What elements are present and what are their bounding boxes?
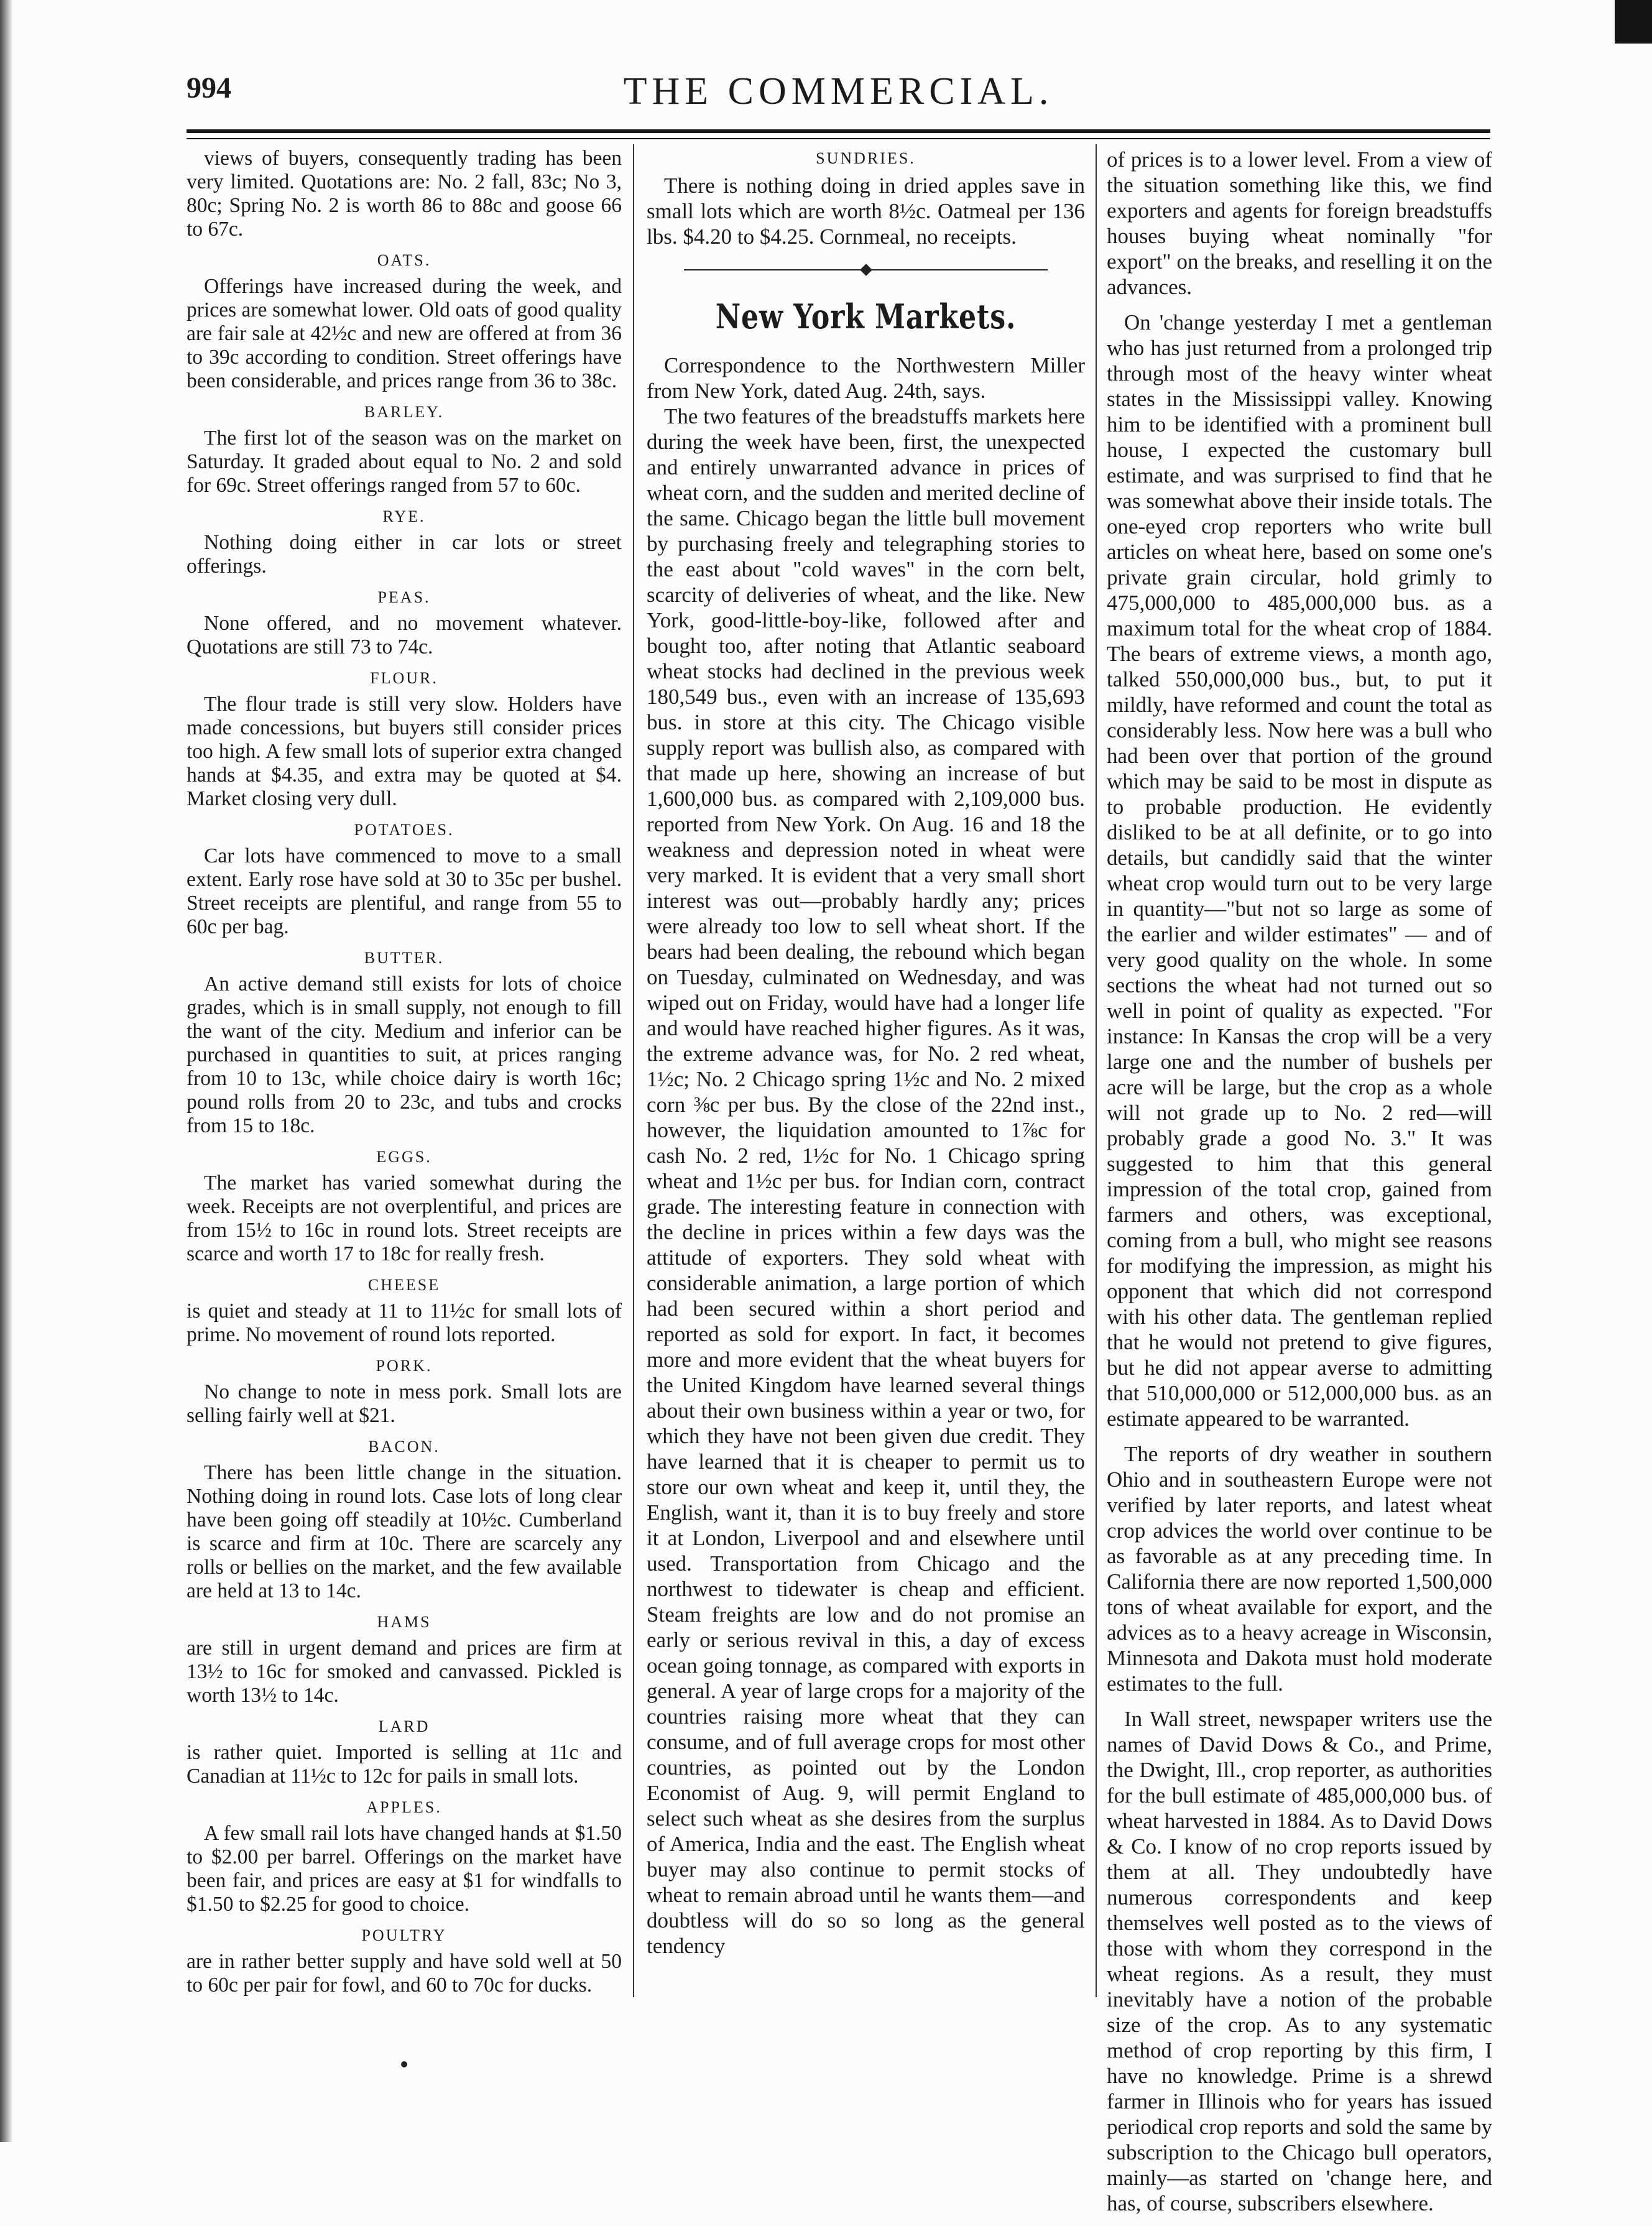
corner-tab-mark [1615, 0, 1652, 44]
section-text: is quiet and steady at 11 to 11½c for small lots of prime. No movement of round lots reported. [187, 1300, 622, 1346]
section-text: There has been little change in the situation. Nothing doing in round lots. Case lots of long clear have been going off steadily at 10½c. Cumberland is scarce and firm at 10c. There are scarcely any rolls or bellies on the market, and the few available are held at 13 to 14c. [187, 1461, 622, 1602]
masthead-title: THE COMMERCIAL. [623, 70, 1054, 113]
section-text: The flour trade is still very slow. Holders have made concessions, but buyers still consider prices too high. A few small lots of superior extra changed hands at $4.35, and extra may be quoted at $4. Market closing very dull. [187, 693, 622, 810]
article-section [187, 1438, 622, 1603]
section-text: A few small rail lots have changed hands at $1.50 to $2.00 per barrel. Offerings on the market have been fair, and prices are easy at $1 for windfalls to $1.50 to $2.25 for good to choice. [187, 1822, 622, 1916]
section-heading: RYE. [382, 507, 426, 525]
header-rule-thick [187, 129, 1490, 133]
section-heading: EGGS. [376, 1148, 432, 1166]
section-text: No change to note in mess pork. Small lots are selling fairly well at $21. [187, 1380, 622, 1427]
section-text: The first lot of the season was on the market on Saturday. It graded about equal to No. 2 and sold for 69c. Street offerings ranged from 57 to 60c. [187, 427, 622, 497]
section-text: Nothing doing either in car lots or street offerings. [187, 531, 622, 578]
section-heading: PORK. [376, 1357, 433, 1375]
section-heading: CHEESE [367, 1276, 441, 1294]
article-section [1107, 1441, 1492, 1696]
article-section [187, 669, 622, 811]
article-section [187, 1613, 622, 1707]
section-heading: POTATOES. [354, 821, 455, 839]
article-section [187, 251, 622, 393]
article-section [187, 821, 622, 939]
column-new-york-markets [647, 147, 1085, 1959]
section-text: are still in urgent demand and prices are firm at 13½ to 16c for smoked and canvassed. Pickled is worth 13½ to 14c. [187, 1637, 622, 1707]
article-section [187, 1276, 622, 1347]
article-section [187, 1926, 622, 1997]
section-text: There is nothing doing in dried apples save in small lots which are worth 8½c. Oatmeal per 136 lbs. $4.20 to $4.25. Cornmeal, no receipts. [647, 173, 1085, 249]
article-intro: Correspondence to the Northwestern Miller from New York, dated Aug. 24th, says. [647, 353, 1085, 403]
article-paragraph: The two features of the breadstuffs markets here during the week have been, first, the unexpected and entirely unwarranted advance in prices of wheat corn, and the sudden and merited decline of the same. Chicago began the little bull movement by purchasing freely and telegraphing stories to the east about "cold waves" in the corn belt, scarcity of deliveries of wheat, and the like. New York, good-little-boy-like, followed after and bought too, after noting that Atlantic seaboard wheat stocks had declined in the previous week 180,549 bus., even with an increase of 135,693 bus. in store at this city. The Chicago visible supply report was bullish also, as compared with that made up here, showing an increase of but 1,600,000 bus. as compared with 2,109,000 bus. reported from New York. On Aug. 16 and 18 the weakness and depression noted in wheat were very marked. It is evident that a very small short interest was out—probably hardly any; prices were already too low to sell wheat short. If the bears had been dealing, the rebound which began on Tuesday, culminated on Wednesday, and was wiped out on Friday, would have had a longer life and would have reached higher figures. As it was, the extreme advance was, for No. 2 red wheat, 1½c; No. 2 Chicago spring 1½c and No. 2 mixed corn ⅜c per bus. By the close of the 22nd inst., however, the liquidation amounted to 1⅞c for cash No. 2 red, 1½c for No. 1 Chicago spring wheat and 1½c per bus. for Indian corn, contract grade. The interesting feature in connection with the decline in prices within a few days was the attitude of exporters. They sold wheat with considerable animation, a large portion of which had been secured within a short period and reported as sold for export. In fact, it becomes more and more evident that the wheat buyers for the United Kingdom have learned several things about their own business within a year or two, for which they have not been given due credit. They have learned that it is cheaper to permit us to store our own wheat and keep it, until they, the English, want it, than it is to buy freely and store it at London, Liverpool and and elsewhere until used. Transportation from Chicago and the northwest to tidewater is cheap and efficient. Steam freights are low and do not promise an early or serious revival in this, a day of excess ocean going tonnage, as compared with exports in general. A year of large crops for a majority of the countries raising more wheat that they can consume, and of full average crops for most other countries, as pointed out by the London Economist of Aug. 9, will permit England to select such wheat as she desires from the surplus of America, India and the east. The English wheat buyer may also continue to permit stocks of wheat to remain abroad until he wants them—and doubtless will do so so long as the general tendency [647, 404, 1085, 1958]
section-text: are in rather better supply and have sold well at 50 to 60c per pair for fowl, and 60 to 70c for ducks. [187, 1950, 622, 1997]
article-title: New York Markets. [715, 297, 1017, 336]
header-rule-thin [187, 138, 1490, 139]
section-text: of prices is to a lower level. From a view of the situation something like this, we find exporters and agents for foreign breadstuffs houses buying wheat nominally "for export" on the breaks, and reselling it on the advances. [1107, 147, 1492, 299]
section-heading: PEAS. [377, 588, 431, 606]
section-heading: SUNDRIES. [816, 149, 916, 167]
section-text: Offerings have increased during the week, and prices are somewhat lower. Old oats of good quality are fair sale at 42½c and new are offered at from 36 to 39c according to condition. Street offerings have been considerable, and prices range from 36 to 38c. [187, 275, 622, 392]
column-divider-2 [1096, 144, 1097, 1997]
article-section [187, 1798, 622, 1916]
section-text: The market has varied somewhat during the week. Receipts are not overplentiful, and prices are from 15½ to 16c in round lots. Street receipts are scarce and worth 17 to 18c for really fresh. [187, 1171, 622, 1265]
page-header [187, 70, 1490, 119]
article-section [187, 1717, 622, 1788]
article-section [187, 147, 622, 241]
article-section [187, 588, 622, 659]
column-market-reports [187, 147, 622, 2007]
section-text: The reports of dry weather in southern Ohio and in southeastern Europe were not verified by later reports, and latest wheat crop advices the world over continue to be as favorable as at any preceding time. In California there are now reported 1,500,000 tons of wheat available for export, and the advices as to a heavy acreage in Wisconsin, Minnesota and Dakota must hold moderate estimates to the full. [1107, 1442, 1492, 1696]
section-text: An active demand still exists for lots of choice grades, which is in small supply, not enough to fill the want of the city. Medium and inferior can be purchased in quantities to suit, at prices ranging from 10 to 13c, while choice dairy is worth 16c; pound rolls from 20 to 23c, and tubs and crocks from 15 to 18c. [187, 972, 622, 1137]
diamond-ornament-icon [860, 264, 872, 276]
section-text: Car lots have commenced to move to a small extent. Early rose have sold at 30 to 35c per bushel. Street receipts are plentiful, and range from 55 to 60c per bag. [187, 844, 622, 938]
section-heading: POULTRY [361, 1926, 447, 1944]
article-section [187, 949, 622, 1138]
section-heading: FLOUR. [370, 669, 438, 687]
section-text: In Wall street, newspaper writers use the names of David Dows & Co., and Prime, the Dwight, Ill., crop reporter, as authorities for the bull estimate of 485,000,000 bus. of wheat harvested in 1884. As to David Dows & Co. I know of no crop reports issued by them at all. They undoubtedly have numerous correspondents and keep themselves well posted as to the views of those with whom they correspond in the wheat regions. As a result, they must inevitably have a notion of the probable size of the crop. As to any systematic method of crop reporting by this firm, I have no knowledge. Prime is a shrewd farmer in Illinois who for years has issued periodical crop reports and sold the same by subscription to the Chicago bull operators, mainly—as started on 'change here, and has, of course, subscribers elsewhere. [1107, 1707, 1492, 2215]
article-section [187, 403, 622, 497]
section-heading: OATS. [377, 251, 431, 269]
scan-edge-shadow [0, 0, 12, 2142]
section-heading: BUTTER. [364, 949, 445, 967]
article-section [1107, 147, 1492, 300]
section-heading: HAMS [377, 1613, 431, 1631]
column-divider-1 [633, 144, 634, 1997]
article-section [1107, 1706, 1492, 2216]
article-section [187, 1148, 622, 1266]
article-section [187, 507, 622, 578]
stray-dot [401, 2061, 407, 2067]
section-heading: BARLEY. [364, 403, 445, 421]
article-section [1107, 310, 1492, 1431]
section-text: is rather quiet. Imported is selling at 11c and Canadian at 11½c to 12c for pails in small lots. [187, 1741, 622, 1788]
article-section [187, 1357, 622, 1428]
page-number: 994 [187, 72, 231, 104]
section-heading: APPLES. [366, 1798, 442, 1816]
sundries-section [647, 149, 1085, 249]
section-heading: LARD [378, 1717, 430, 1735]
column-continued-article [1107, 147, 1492, 2226]
ornament-divider [684, 264, 1048, 275]
section-text: On 'change yesterday I met a gentleman who has just returned from a prolonged trip through most of the heavy winter wheat states in the Mississippi valley. Knowing him to be identified with a prominent bull house, I expected the customary bull estimate, and was surprised to find that he was somewhat above their inside totals. The one-eyed crop reporters who write bull articles on wheat here, based on some one's private grain circular, hold grimly to 475,000,000 to 485,000,000 bus. as a maximum total for the wheat crop of 1884. The bears of extreme views, a month ago, talked 550,000,000 bus., but, to put it mildly, have reformed and count the total as considerably less. Now here was a bull who had been over that portion of the ground which may be said to be most in dispute as to probable production. He evidently disliked to be at all definite, or to go into details, but candidly said that the winter wheat crop would turn out to be very large in quantity—"but not so large as some of the earlier and wilder estimates" — and of very good quality on the whole. In some sections the wheat had not turned out so well in point of quality as expected. "For instance: In Kansas the crop will be a very large one and the number of bushels per acre will be large, but the crop as a whole will not grade up to No. 2 red—will probably grade a good No. 3." It was suggested to him that this general impression of the total crop, gained from farmers and others, was exceptional, coming from a bull, who might see reasons for modifying the impression, as might his opponent that which did not correspond with his other data. The gentleman replied that he would not pretend to give figures, but he did not appear averse to admitting that 510,000,000 or 512,000,000 bus. as an estimate appeared to be warranted. [1107, 310, 1492, 1431]
section-text: views of buyers, consequently trading has been very limited. Quotations are: No. 2 fall, 83c; No 3, 80c; Spring No. 2 is worth 86 to 88c and goose 66 to 67c. [187, 147, 622, 241]
section-heading: BACON. [368, 1438, 440, 1456]
section-text: None offered, and no movement whatever. Quotations are still 73 to 74c. [187, 612, 622, 658]
